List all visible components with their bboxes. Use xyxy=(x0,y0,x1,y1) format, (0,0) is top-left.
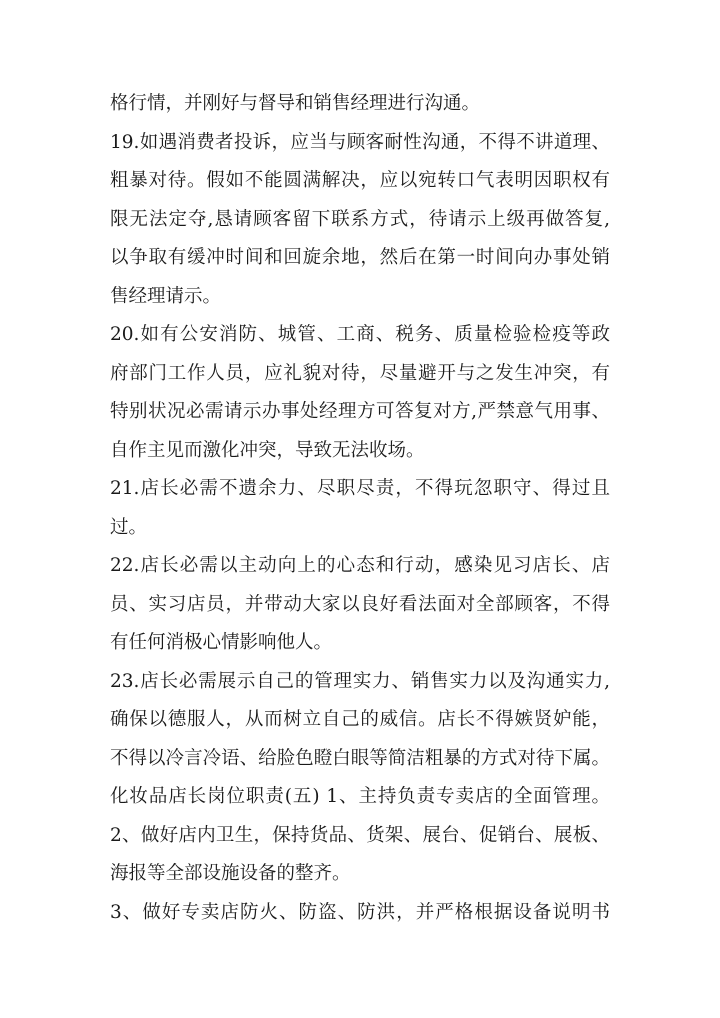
text-line: 自作主见而激化冲突，导致无法收场。 xyxy=(110,439,425,461)
text-line: 19.如遇消费者投诉，应当与顾客耐性沟通，不得不讲道理、 xyxy=(110,131,610,153)
text-line: 化妆品店长岗位职责(五) 1、主持负责专卖店的全面管理。 xyxy=(110,786,610,807)
text-line: 有任何消极心情影响他人。 xyxy=(110,632,333,653)
text-line: 员、实习店员，并带动大家以良好看法面对全部顾客，不得 xyxy=(110,593,610,615)
text-line: 2、做好店内卫生，保持货品、货架、展台、促销台、展板、 xyxy=(110,824,610,846)
text-line: 不得以冷言冷语、给脸色瞪白眼等简洁粗暴的方式对待下属。 xyxy=(110,747,610,769)
text-line: 特别状况必需请示办事处经理方可答复对方,严禁意气用事、 xyxy=(110,401,610,422)
text-line: 23.店长必需展示自己的管理实力、销售实力以及沟通实力, xyxy=(110,670,610,692)
text-line: 粗暴对待。假如不能圆满解决，应以宛转口气表明因职权有 xyxy=(110,170,610,191)
text-line: 府部门工作人员，应礼貌对待，尽量避开与之发生冲突，有 xyxy=(110,362,610,384)
text-line: 限无法定夺,恳请顾客留下联系方式，待请示上级再做答复, xyxy=(110,208,610,230)
text-line: 20.如有公安消防、城管、工商、税务、质量检验检疫等政 xyxy=(110,324,610,345)
text-line: 过。 xyxy=(110,516,148,538)
text-line: 3、做好专卖店防火、防盗、防洪，并严格根据设备说明书 xyxy=(110,901,610,923)
document-body xyxy=(110,85,610,932)
text-line: 售经理请示。 xyxy=(110,285,222,307)
text-line: 海报等全部设施设备的整齐。 xyxy=(110,863,351,884)
text-line: 格行情，并刚好与督导和销售经理进行沟通。 xyxy=(110,93,481,114)
text-line: 21.店长必需不遗余力、尽职尽责，不得玩忽职守、得过且 xyxy=(110,478,610,499)
text-line: 以争取有缓冲时间和回旋余地，然后在第一时间向办事处销 xyxy=(110,247,610,268)
text-line: 确保以德服人，从而树立自己的威信。店长不得嫉贤妒能， xyxy=(110,709,610,730)
text-line: 22.店长必需以主动向上的心态和行动，感染见习店长、店 xyxy=(110,555,610,576)
